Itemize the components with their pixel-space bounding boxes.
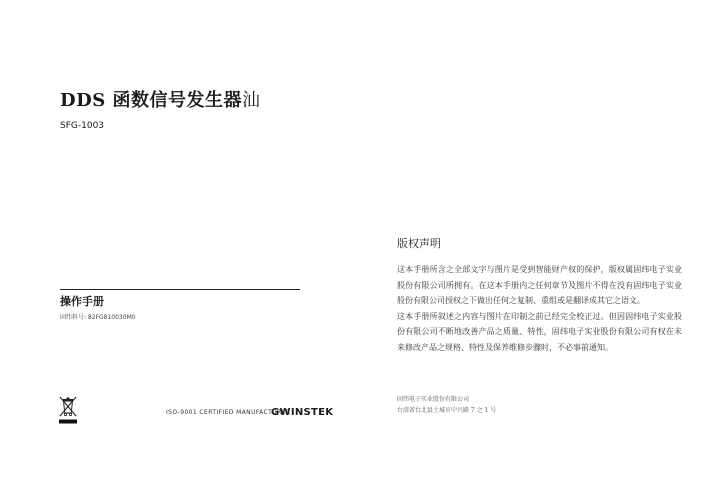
copyright-heading: 版权声明 [397,237,441,250]
part-number: 固纬料号: 82FG810030M0 [60,314,136,321]
document-title [60,86,260,112]
copyright-paragraph: 这本手册所含之全部文字与图片是受到智能财产权的保护，版权属固纬电子实业股份有限公司所拥有。在这本手册内之任何章节及图片不得在没有固纬电子实业股份有限公司授权之下做出任何之复制、重组或是翻译成其它之语文。 [397,265,682,305]
model-number: SFG-1003 [60,121,105,131]
company-name: 固纬电子实业股份有限公司 [397,396,470,403]
copyright-paragraph: 这本手册所叙述之内容与图片在印制之前已经完全校正过。但因固纬电子实业股份有限公司不断地改善产品之质量、特性，固纬电子实业股份有限公司有权在未来修改产品之规格、特性及保养维修步骤时，不必事前通知。 [397,311,682,352]
gwinstek-logo: GWINSTEK [271,407,334,418]
iso-certification: ISO-9001 CERTIFIED MANUFACTURER [166,409,291,416]
title-main: DDS 函数信号发生器 [60,90,242,111]
divider [60,289,300,290]
copyright-body [397,262,682,355]
company-info [397,394,496,416]
manual-type-label: 操作手册 [60,295,104,308]
company-address: 台湾省台北县土城市中兴路 7 之 1 号 [397,407,497,414]
title-suffix: 汕 [241,90,261,111]
crossed-out-bin-icon [58,395,78,425]
